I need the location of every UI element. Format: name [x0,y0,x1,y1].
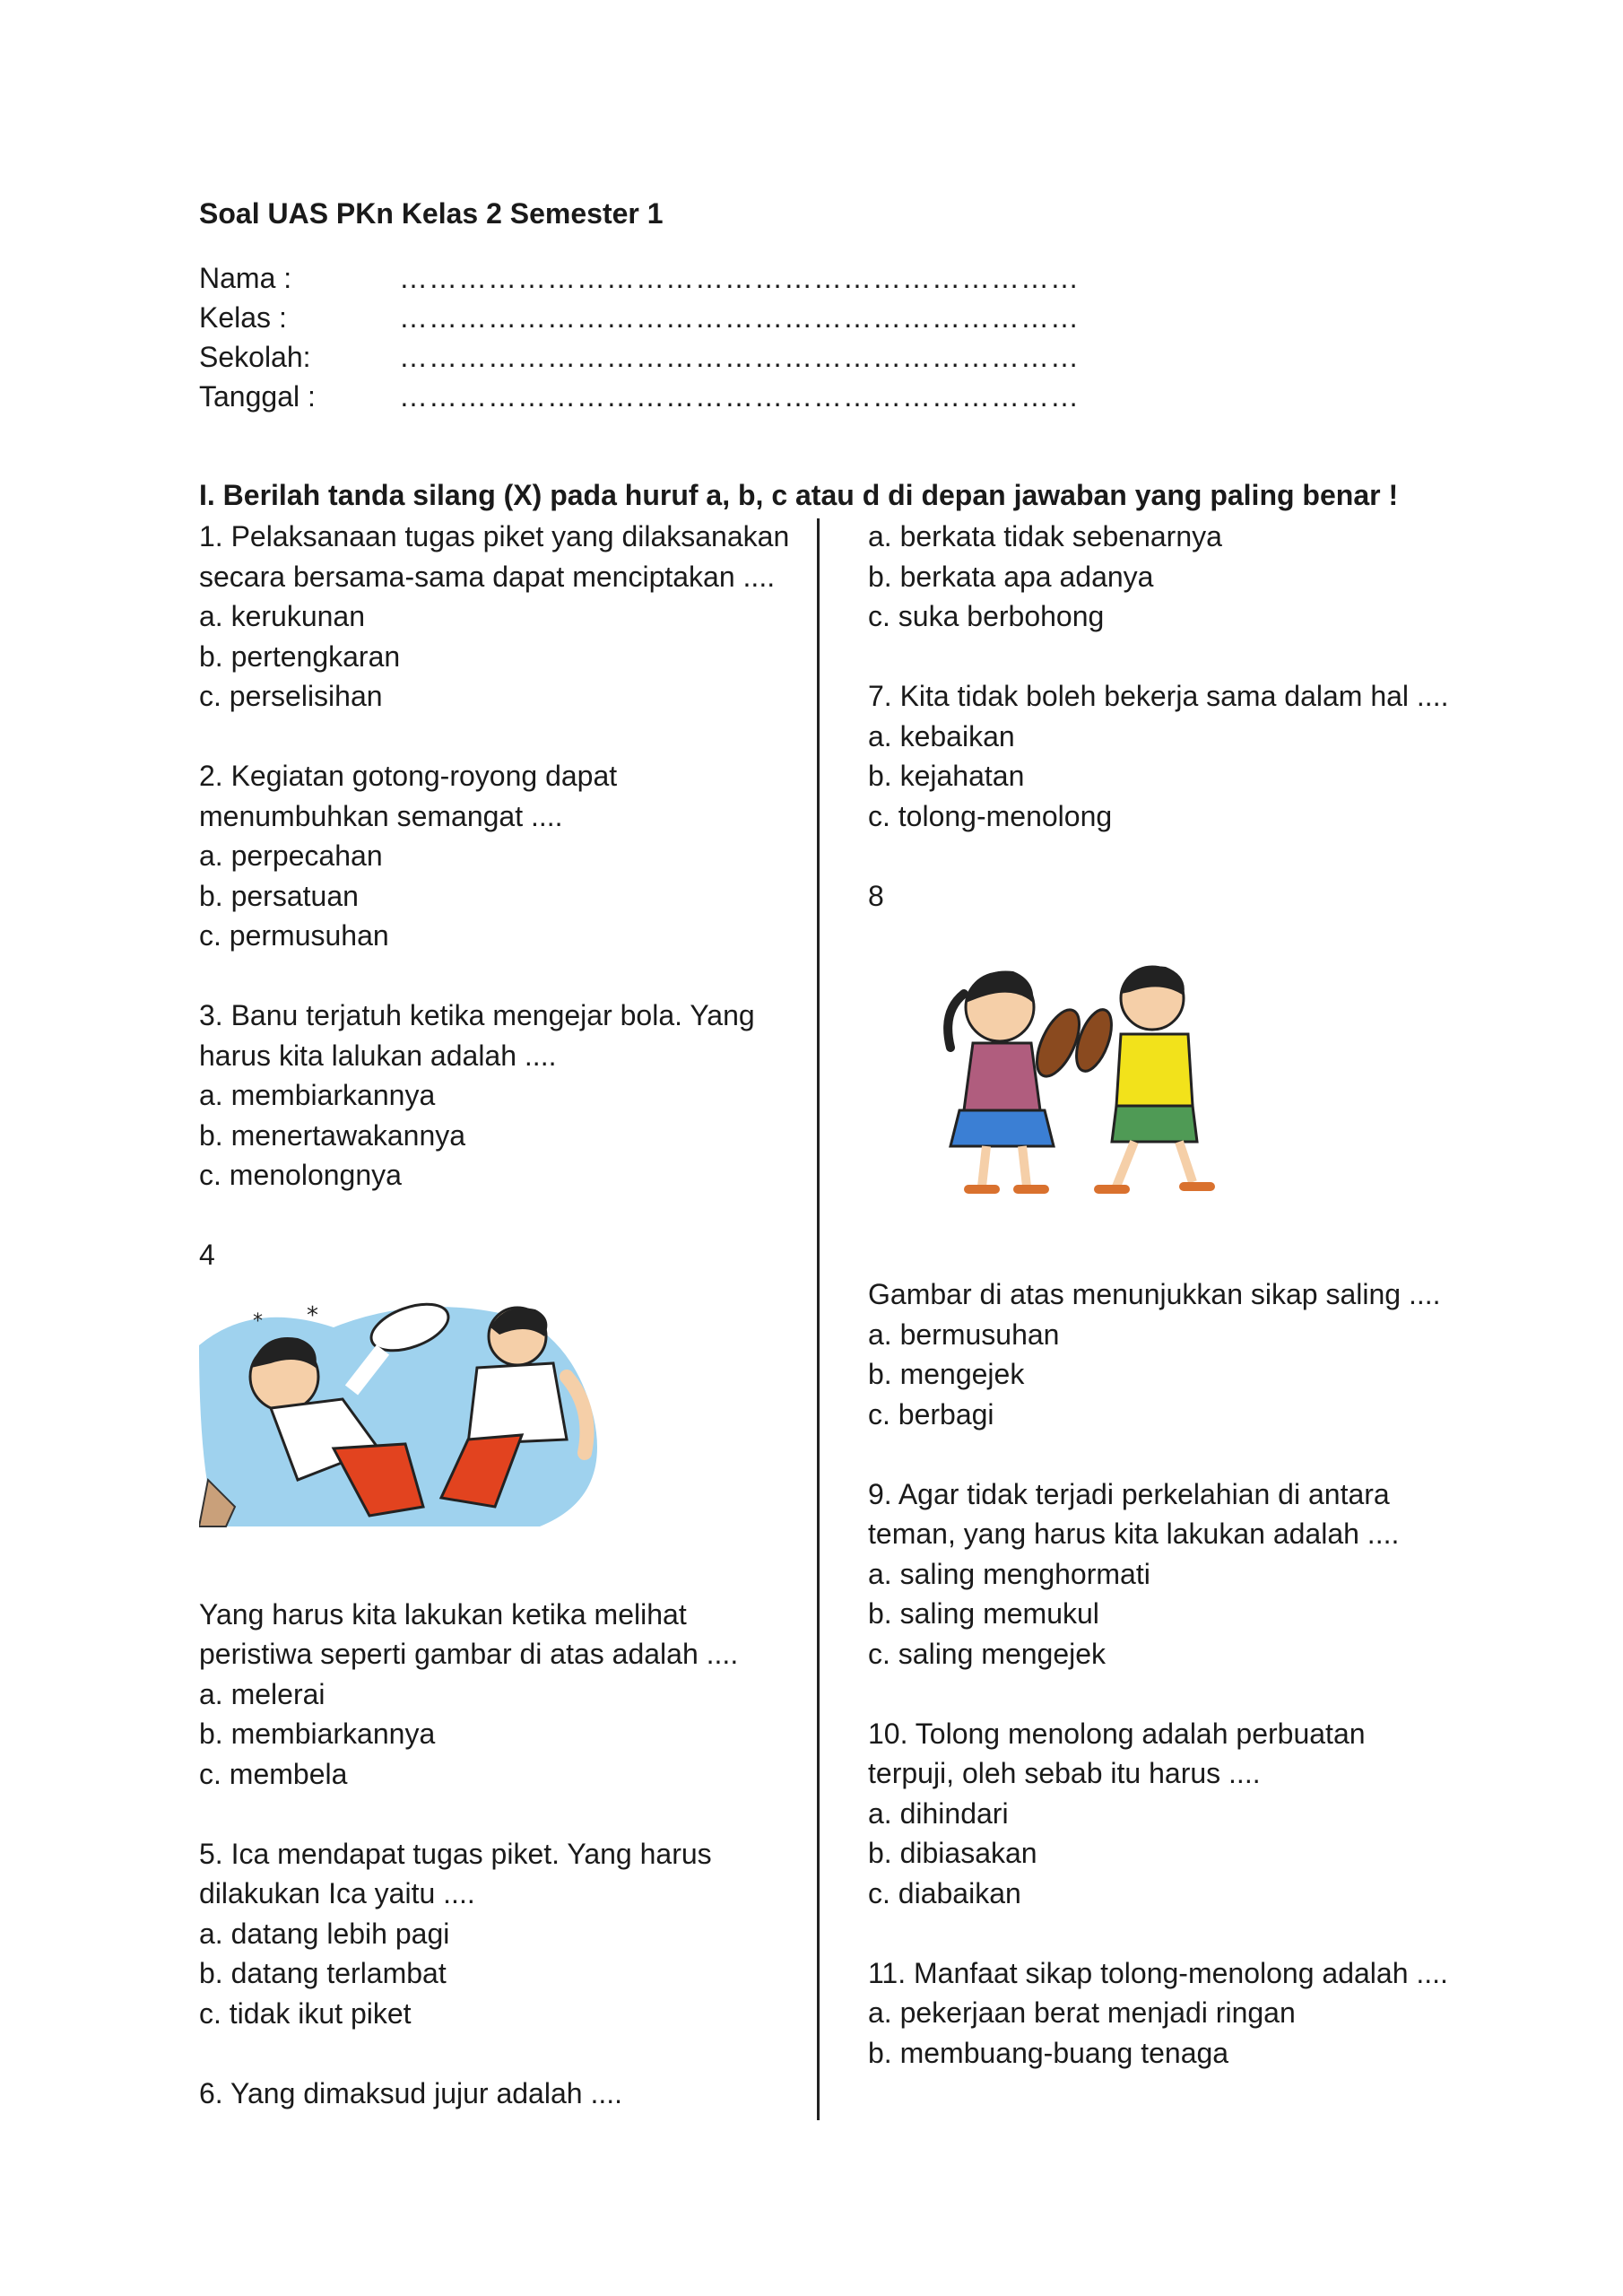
question-10-option-a[interactable]: a. dihindari [868,1796,1009,1830]
question-9-text: 9. Agar tidak terjadi perkelahian di antara [868,1477,1390,1510]
date-label: Tanggal : [199,380,316,413]
question-3-option-c[interactable]: c. menolongnya [199,1159,402,1191]
question-9-option-a[interactable]: a. saling menghormati [868,1557,1150,1590]
question-4-number: 4 [199,1239,215,1271]
question-2-option-b[interactable]: b. persatuan [199,879,359,912]
question-6-option-c[interactable]: c. suka berbohong [868,600,1105,632]
class-field[interactable]: …………………………………………………………… [399,301,1080,334]
svg-text:*: * [253,1310,263,1333]
question-7-option-a[interactable]: a. kebaikan [868,719,1015,752]
question-4-text: Yang harus kita lakukan ketika melihat [199,1597,687,1631]
fighting-boys-illustration [199,1292,612,1534]
question-11-option-a[interactable]: a. pekerjaan berat menjadi ringan [868,1996,1296,2029]
question-5-option-b[interactable]: b. datang terlambat [199,1957,447,1989]
class-label: Kelas : [199,301,287,334]
page-title: Soal UAS PKn Kelas 2 Semester 1 [199,197,664,230]
question-2-option-a[interactable]: a. perpecahan [199,839,383,872]
question-4-option-c[interactable]: c. membela [199,1757,348,1790]
question-5-text-cont: dilakukan Ica yaitu .... [199,1877,475,1909]
question-10-option-c[interactable]: c. diabaikan [868,1876,1021,1909]
question-8-text: Gambar di atas menunjukkan sikap saling .... [868,1278,1441,1310]
question-8-option-a[interactable]: a. bermusuhan [868,1318,1060,1351]
question-9-option-c[interactable]: c. saling mengejek [868,1637,1107,1670]
question-3-text-cont: harus kita lalukan adalah .... [199,1039,557,1072]
question-7-option-c[interactable]: c. tolong-menolong [868,799,1113,832]
question-7-option-b[interactable]: b. kejahatan [868,760,1025,792]
school-field[interactable]: …………………………………………………………… [399,341,1080,373]
name-label: Nama : [199,262,292,294]
name-field[interactable]: …………………………………………………………… [399,262,1080,294]
question-2-option-c[interactable]: c. permusuhan [199,919,389,952]
question-3-text: 3. Banu terjatuh ketika mengejar bola. Yang [199,999,755,1031]
question-6-text: 6. Yang dimaksud jujur adalah .... [199,2076,622,2109]
question-11-text: 11. Manfaat sikap tolong-menolong adalah .... [868,1956,1448,1989]
question-5-option-c[interactable]: c. tidak ikut piket [199,1996,412,2030]
question-2-text-cont: menumbuhkan semangat .... [199,799,563,832]
school-label: Sekolah: [199,341,311,373]
question-10-option-b[interactable]: b. dibiasakan [868,1837,1037,1869]
question-4-option-b[interactable]: b. membiarkannya [199,1718,436,1750]
question-2-text: 2. Kegiatan gotong-royong dapat [199,760,618,792]
sharing-children-illustration [924,958,1228,1200]
question-10-text-cont: terpuji, oleh sebab itu harus .... [868,1757,1261,1789]
question-3-option-a[interactable]: a. membiarkannya [199,1079,436,1111]
question-1-option-c[interactable]: c. perselisihan [199,680,383,712]
question-1-text-cont: secara bersama-sama dapat menciptakan .... [199,560,776,593]
question-4-text-cont: peristiwa seperti gambar di atas adalah .... [199,1638,739,1670]
question-1-option-a[interactable]: a. kerukunan [199,600,366,632]
question-6-option-a[interactable]: a. berkata tidak sebenarnya [868,520,1222,552]
question-1-text: 1. Pelaksanaan tugas piket yang dilaksanakan [199,520,790,552]
question-9-option-b[interactable]: b. saling memukul [868,1597,1099,1630]
question-4-option-a[interactable]: a. melerai [199,1677,325,1710]
question-6-option-b[interactable]: b. berkata apa adanya [868,560,1154,593]
date-field[interactable]: …………………………………………………………… [399,380,1080,413]
right-column [868,517,1496,2073]
question-5-option-a[interactable]: a. datang lebih pagi [199,1917,450,1950]
question-10-text: 10. Tolong menolong adalah perbuatan [868,1717,1366,1750]
svg-text:*: * [307,1302,318,1329]
question-3-option-b[interactable]: b. menertawakannya [199,1118,466,1152]
question-8-number: 8 [868,879,884,912]
question-1-option-b[interactable]: b. pertengkaran [199,639,401,673]
column-divider [817,518,820,2120]
question-7-text: 7. Kita tidak boleh bekerja sama dalam hal .... [868,680,1449,712]
question-5-text: 5. Ica mendapat tugas piket. Yang harus [199,1837,712,1870]
question-11-option-b[interactable]: b. membuang-buang tenaga [868,2036,1229,2069]
question-8-option-c[interactable]: c. berbagi [868,1397,994,1431]
question-8-option-b[interactable]: b. mengejek [868,1358,1025,1390]
section-instruction: I. Berilah tanda silang (X) pada huruf a, b, c atau d di depan jawaban yang paling benar ! [199,479,1399,511]
question-9-text-cont: teman, yang harus kita lakukan adalah .... [868,1518,1400,1550]
